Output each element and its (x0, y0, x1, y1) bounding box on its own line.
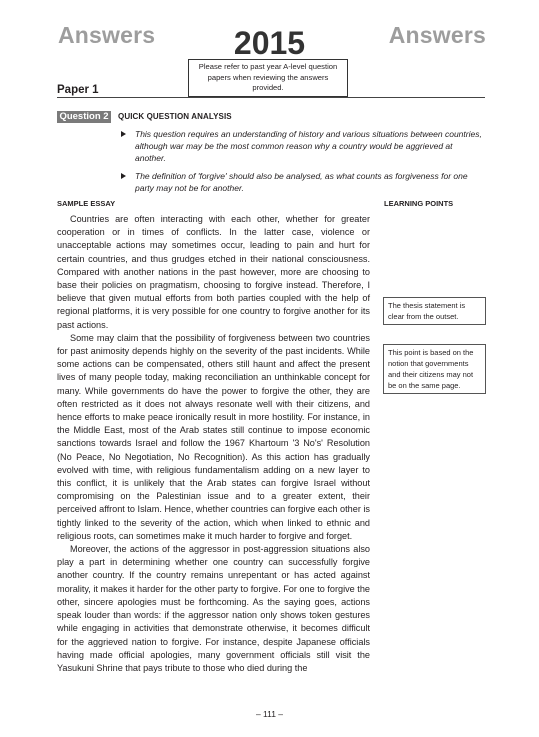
question-analysis-heading: QUICK QUESTION ANALYSIS (118, 112, 232, 121)
analysis-bullet-text: This question requires an understanding of history and various situations between countries, although war may be the most common reason why a country would be aggrieved at another. (135, 129, 482, 163)
page-number: – 111 – (255, 709, 284, 719)
year-title: 2015 (233, 25, 306, 61)
learning-point-note: This point is based on the notion that governments and their citizens may not be on the same page. (383, 344, 486, 394)
sample-essay-body (57, 213, 370, 675)
triangle-bullet-icon (121, 131, 126, 137)
question-badge: Question 2 (57, 111, 111, 123)
learning-points-heading: LEARNING POINTS (384, 199, 454, 208)
analysis-bullet (123, 171, 485, 195)
reference-note: Please refer to past year A-level question papers when reviewing the answers provided. (188, 59, 348, 97)
essay-paragraph: Some may claim that the possibility of forgiveness between two countries for past animosity depends highly on the severity of the past incidents. While some actions can be compensated, others still haunt and affect the present lives of many people today, making reconciliation an unthinkable concept for many. While governments do have the power to forgive the other, they are often restricted as it does not always resonate well with their citizens, and hence efforts to make peace ironically result in more hostility. For instance, in the Middle East, most of the Arab states still continue to impose economic sanctions towards Israel and follow the 1967 Khartoum '3 No's' Resolution (No Peace, No Negotiation, No Recognition). As this action has gradually evolved with time, with religious fundamentalism adding on a new layer to this conflict, it is unlikely that the Arab states can forgive Israel without compromising on the Palestinian issue and to a greater extent, their perceived affront to Islam. Hence, whether countries can forgive each other is tightly linked to the severity of the action, which when linked to ethnic and religious roots, can sometimes make it much harder to forgive and forget. (57, 332, 370, 541)
paper-divider (57, 97, 485, 98)
answers-label-right: Answers (388, 22, 486, 48)
analysis-bullet-text: The definition of 'forgive' should also be analysed, as what counts as forgiveness for one party may not be for another. (135, 171, 468, 193)
paper-title: Paper 1 (57, 84, 99, 96)
learning-point-note: The thesis statement is clear from the outset. (383, 297, 486, 325)
sample-essay-heading: SAMPLE ESSAY (57, 199, 116, 208)
triangle-bullet-icon (121, 173, 126, 179)
analysis-bullet (123, 129, 485, 164)
answers-label-left: Answers (58, 22, 156, 48)
essay-paragraph: Moreover, the actions of the aggressor in post-aggression situations also play a part in determining whether one country can successfully forgive another country. If the country remains unrepentant or has acted against morality, it makes it harder for the other party to forgive. For one to forgive the other, sincere apologies must be forthcoming. As the saying goes, actions speak louder than words: if the aggressor nation only shows token gestures while engaging in activities that demonstrate otherwise, it becomes difficult for the aggrieved nation to forgive. For instance, despite Japanese officials having made official apologies, many government officials still visit the Yasukuni Shrine that pays tribute to those who died during the (57, 544, 370, 673)
essay-paragraph: Countries are often interacting with each other, whether for greater cooperation or in times of conflicts. In the latter case, violence or unacceptable actions may sometimes occur, leading to pain and hurt for certain countries, and thus grudges etched in their national consciousness. Compared with another nations in the past however, more are choosing to base their policies on pragmatism, choosing to forgive instead. Therefore, I believe that given mutual efforts from both parties coupled with the help of regional platforms, it is very possible for one country to forgive another for its past actions. (57, 214, 370, 330)
